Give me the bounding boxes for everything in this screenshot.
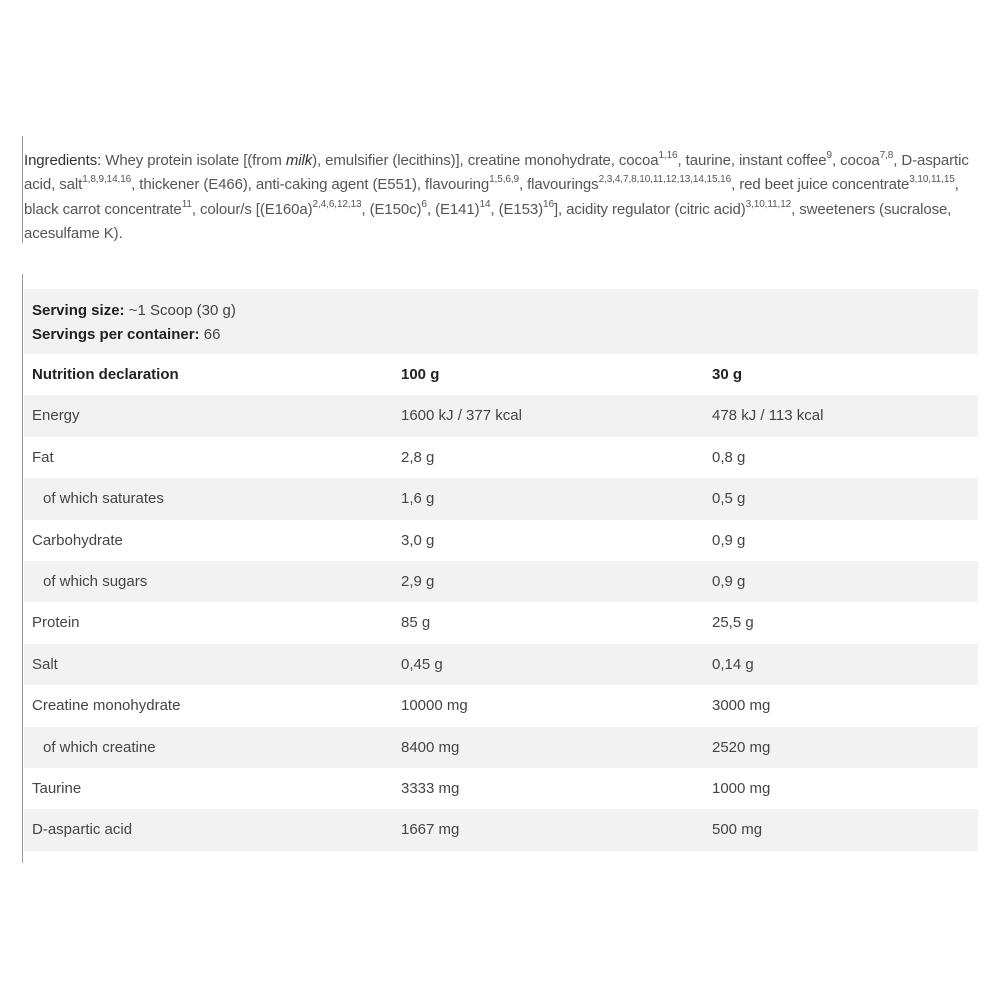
value-per-100g: 2,9 g — [401, 572, 435, 590]
ingredient-text: , D-aspartic acid, salt — [24, 152, 969, 194]
nutrient-name: of which creatine — [43, 738, 156, 756]
value-per-100g: 3333 mg — [401, 779, 460, 797]
table-row — [24, 561, 978, 602]
table-row — [24, 478, 978, 519]
nutrient-name: of which saturates — [43, 490, 164, 508]
header-30g: 30 g — [712, 366, 743, 383]
ingredients-text — [24, 149, 977, 246]
servings-per-container — [32, 323, 978, 347]
table-row — [24, 644, 978, 685]
nutrition-table — [22, 274, 978, 863]
ingredient-text: ], acidity regulator (citric acid) — [553, 200, 746, 218]
value-per-30g: 478 kJ / 113 kcal — [712, 407, 824, 425]
ingredient-footnote: 14 — [479, 198, 491, 210]
ingredient-text: , taurine, instant coffee — [677, 152, 827, 169]
value-per-30g: 2520 mg — [712, 738, 771, 756]
table-row — [24, 768, 978, 809]
table-row — [24, 520, 978, 561]
value-per-30g: 25,5 g — [712, 614, 754, 632]
ingredient-footnote: 6 — [421, 198, 427, 210]
ingredient-text: , colour/s [(E160a) — [191, 200, 313, 218]
value-per-30g: 0,14 g — [712, 655, 754, 673]
nutrition-rows — [24, 354, 978, 851]
serving-size-label: Serving size: — [32, 302, 125, 319]
servings-per-container-value: 66 — [199, 326, 221, 343]
value-per-30g: 0,8 g — [712, 448, 746, 466]
ingredient-footnote: 7,8 — [879, 150, 894, 161]
ingredient-footnote: 1,16 — [658, 150, 678, 161]
value-per-100g: 3,0 g — [401, 531, 435, 549]
ingredient-text: ), emulsifier (lecithins)], creatine monohydrate, cocoa — [312, 152, 659, 169]
table-row — [24, 395, 978, 436]
value-per-100g: 0,45 g — [401, 655, 443, 673]
value-per-100g: 2,8 g — [401, 448, 435, 466]
ingredient-footnote: 2,3,4,7,8,10,11,12,13,14,15,16 — [598, 174, 732, 186]
ingredient-text: , cocoa — [831, 152, 880, 169]
ingredient-text: , red beet juice concentrate — [731, 176, 910, 194]
nutrient-name: Fat — [32, 448, 54, 466]
nutrient-name: D-aspartic acid — [32, 821, 133, 839]
value-per-100g: 1,6 g — [401, 490, 435, 508]
ingredient-footnote: 3,10,11,15 — [909, 174, 955, 186]
ingredient-text: , sweeteners (sucralose, acesulfame K). — [24, 200, 952, 242]
ingredient-footnote: 11 — [181, 198, 192, 210]
value-per-30g: 3000 mg — [712, 697, 771, 715]
ingredient-text: , (E153) — [490, 200, 543, 218]
serving-size-value: ~1 Scoop (30 g) — [124, 302, 236, 319]
table-row — [24, 685, 978, 726]
value-per-100g: 1600 kJ / 377 kcal — [401, 407, 522, 425]
ingredient-text: , (E141) — [426, 200, 480, 218]
nutrient-name: Energy — [32, 407, 80, 425]
ingredients-label: Ingredients: — [24, 152, 102, 169]
ingredient-text: , flavourings — [518, 176, 599, 194]
table-row — [24, 602, 978, 643]
servings-per-container-label: Servings per container: — [32, 326, 200, 343]
value-per-100g: 10000 mg — [401, 697, 468, 715]
value-per-100g: 85 g — [401, 614, 431, 632]
ingredient-text: , black carrot concentrate — [24, 176, 959, 218]
ingredient-footnote: 9 — [826, 150, 832, 161]
table-row — [24, 809, 978, 850]
serving-info — [24, 289, 978, 354]
ingredient-text: Whey protein isolate [(from — [101, 152, 286, 169]
ingredient-footnote: 3,10,11,12 — [745, 198, 792, 210]
ingredient-footnote: 1,5,6,9 — [489, 174, 519, 186]
ingredient-footnote: 16 — [543, 198, 554, 210]
nutrient-name: Creatine monohydrate — [32, 697, 181, 715]
nutrient-name: Carbohydrate — [32, 531, 123, 549]
serving-size — [32, 299, 978, 323]
value-per-30g: 500 mg — [712, 821, 763, 839]
value-per-100g: 1667 mg — [401, 821, 460, 839]
nutrient-name: of which sugars — [43, 572, 148, 590]
table-row — [24, 727, 978, 768]
ingredient-footnote: 2,4,6,12,13 — [312, 198, 362, 210]
ingredient-text: , thickener (E466), anti-caking agent (E551), flavouring — [131, 176, 490, 194]
ingredient-text: , (E150c) — [361, 200, 422, 218]
value-per-30g: 0,9 g — [712, 531, 746, 549]
value-per-30g: 1000 mg — [712, 779, 771, 797]
value-per-30g: 0,9 g — [712, 572, 746, 590]
header-100g: 100 g — [401, 366, 440, 383]
header-nutrition-declaration: Nutrition declaration — [32, 366, 179, 383]
nutrient-name: Salt — [32, 655, 58, 673]
table-row — [24, 437, 978, 478]
nutrient-name: Taurine — [32, 779, 82, 797]
ingredients-block — [22, 136, 977, 243]
table-header — [24, 354, 978, 395]
value-per-100g: 8400 mg — [401, 738, 460, 756]
ingredient-footnote: 1,8,9,14,16 — [82, 174, 132, 186]
value-per-30g: 0,5 g — [712, 490, 746, 508]
ingredient-text: milk — [285, 152, 313, 169]
nutrient-name: Protein — [32, 614, 80, 632]
